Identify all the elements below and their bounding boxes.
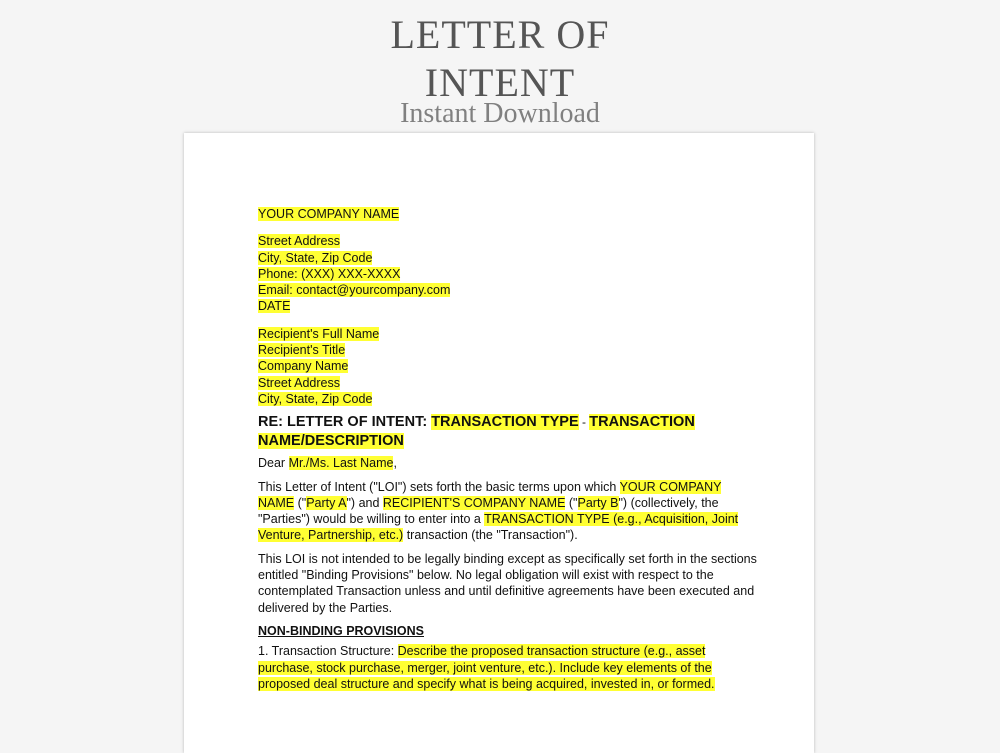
transaction-structure-text: Describe the proposed transaction structure (e.g., asset purchase, stock purchase, merger, joint venture, etc.). Include key elements of the proposed deal structure and specify what is being acquired, invested in, or formed. [258, 644, 715, 691]
intro-party-b: Party B [577, 495, 619, 510]
sender-city-state-zip: City, State, Zip Code [258, 250, 373, 265]
intro-paragraph [258, 479, 758, 544]
recipient-company: Company Name [258, 359, 349, 374]
recipient-city-state-zip: City, State, Zip Code [258, 391, 373, 406]
recipient-street: Street Address [258, 375, 340, 390]
letter-date: DATE [258, 299, 291, 314]
re-transaction-name: TRANSACTION NAME/DESCRIPTION [258, 414, 695, 450]
non-binding-provisions-heading: NON-BINDING PROVISIONS [258, 623, 424, 638]
sender-phone: Phone: (XXX) XXX-XXXX [258, 266, 401, 281]
letter-body [258, 206, 758, 699]
intro-text-5: ") (collectively, the "Parties") would be willing to enter into a [258, 495, 719, 527]
recipient-full-name: Recipient's Full Name [258, 326, 380, 341]
re-transaction-type: TRANSACTION TYPE [431, 414, 579, 431]
intro-text-1: This Letter of Intent ("LOI") sets forth the basic terms upon which [258, 479, 620, 494]
re-separator: - [578, 415, 590, 430]
intro-text-2: (" [294, 495, 307, 510]
sender-email: Email: contact@yourcompany.com [258, 283, 451, 298]
intro-text-3: ") and [346, 495, 383, 510]
salutation [258, 455, 758, 471]
salutation-dear: Dear [258, 456, 289, 471]
non-binding-notice-paragraph: This LOI is not intended to be legally binding except as specifically set forth in the sections entitled "Binding Provisions" below. No legal obligation will exist with respect to the contemplated Transaction unless and until definitive agreements have been executed and delivered by the Parties. [258, 551, 757, 615]
salutation-name: Mr./Ms. Last Name [288, 456, 394, 471]
intro-recipient-company: RECIPIENT'S COMPANY NAME [382, 495, 566, 510]
sender-street: Street Address [258, 234, 340, 249]
page-title-line2: INTENT [424, 60, 576, 105]
page-subtitle: Instant Download [400, 98, 600, 129]
intro-your-company: YOUR COMPANY NAME [258, 479, 722, 510]
re-line [258, 413, 758, 451]
recipient-title: Recipient's Title [258, 343, 346, 358]
intro-text-6: transaction (the "Transaction"). [403, 528, 578, 543]
page-title-line1: LETTER OF [390, 12, 610, 57]
recipient-block [258, 326, 758, 407]
intro-transaction-type: TRANSACTION TYPE (e.g., Acquisition, Joint Venture, Partnership, etc.) [258, 512, 739, 543]
intro-party-a: Party A [306, 495, 347, 510]
transaction-structure-item [258, 643, 758, 692]
salutation-comma: , [393, 456, 397, 471]
transaction-structure-label: 1. Transaction Structure: [258, 644, 398, 659]
sender-block [258, 206, 758, 315]
re-prefix: RE: LETTER OF INTENT: [258, 414, 432, 431]
sender-company-name: YOUR COMPANY NAME [258, 207, 400, 221]
intro-text-4: (" [565, 495, 578, 510]
